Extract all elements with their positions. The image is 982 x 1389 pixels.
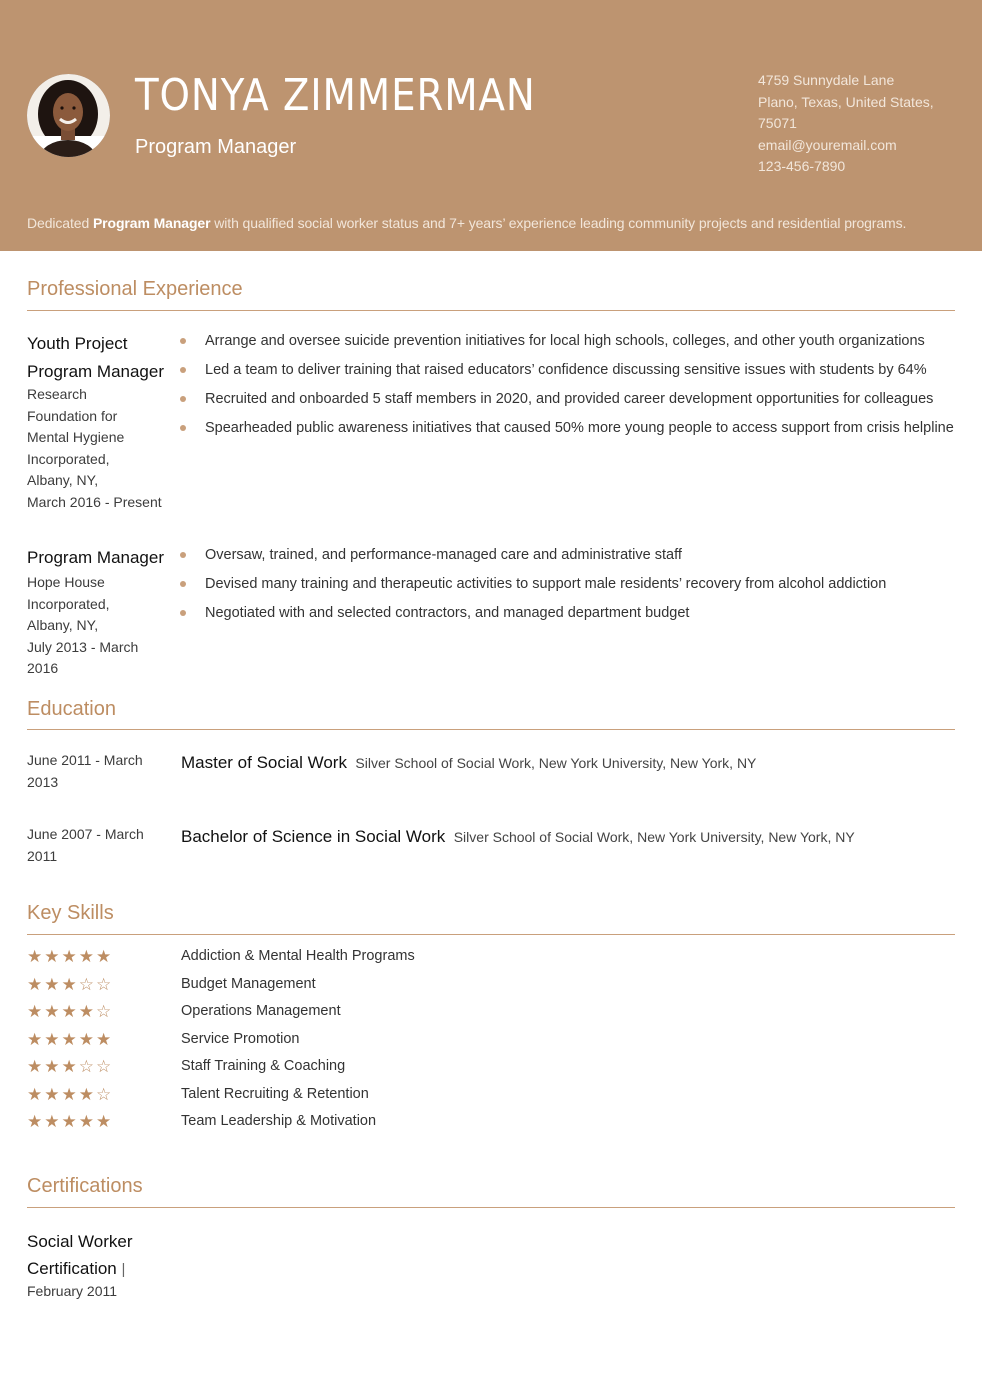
- portrait-image: [27, 74, 110, 157]
- bullet-item: Devised many training and therapeutic activities to support male residents’ recovery from alcohol addiction: [180, 575, 886, 604]
- job-meta: [27, 384, 167, 513]
- date-range: 2016: [27, 660, 59, 676]
- star-filled-icon: ★: [78, 947, 96, 966]
- star-empty-icon: ☆: [96, 1002, 114, 1021]
- education-entry: [181, 827, 855, 847]
- star-filled-icon: ★: [44, 1084, 62, 1104]
- contact-block: [758, 70, 948, 178]
- school-name: Silver School of Social Work, New York University, New York, NY: [355, 755, 757, 771]
- candidate-role: Program Manager: [135, 136, 297, 158]
- skill-item: [27, 1057, 627, 1079]
- star-filled-icon: ★: [27, 1112, 45, 1131]
- bullet-item: Negotiated with and selected contractors, and managed department budget: [180, 604, 886, 633]
- skill-item: [27, 1002, 627, 1024]
- employer-line: Foundation for: [27, 407, 118, 424]
- star-filled-icon: ★: [61, 1002, 79, 1021]
- job-meta: [27, 572, 167, 680]
- bullet-item: Recruited and onboarded 5 staff members in 2020, and provided career development opportunities for colleagues: [180, 390, 954, 419]
- summary-highlight: Program Manager: [92, 215, 211, 231]
- star-filled-icon: ★: [78, 1084, 96, 1104]
- skill-rating-stars: [27, 975, 113, 995]
- summary-text-before: Dedicated: [27, 215, 93, 231]
- star-filled-icon: ★: [78, 1029, 96, 1049]
- star-empty-icon: ☆: [78, 974, 96, 994]
- star-filled-icon: ★: [44, 1029, 62, 1049]
- skill-label: Operations Management: [181, 1003, 341, 1019]
- skill-rating-stars: [27, 1085, 113, 1105]
- education-date: [27, 749, 167, 793]
- star-filled-icon: ★: [44, 1057, 62, 1076]
- star-filled-icon: ★: [61, 947, 79, 966]
- job-title-line-1: Program Manager: [27, 548, 165, 567]
- bullet-item: Arrange and oversee suicide prevention initiatives for local high schools, colleges, and other youth organizations: [180, 332, 954, 361]
- certification-title: [27, 1228, 177, 1283]
- address-line-1: 4759 Sunnydale Lane: [758, 72, 895, 88]
- cert-title-line-2: Certification: [27, 1259, 117, 1278]
- job-bullets: [180, 332, 954, 448]
- phone-number: 123-456-7890: [758, 158, 846, 174]
- professional-summary: [27, 215, 957, 231]
- star-filled-icon: ★: [27, 1084, 45, 1104]
- star-filled-icon: ★: [96, 1029, 114, 1049]
- star-filled-icon: ★: [44, 947, 62, 966]
- date-range: July 2013 - March: [27, 638, 139, 655]
- location-line: Albany, NY,: [27, 617, 99, 633]
- skill-rating-stars: [27, 1057, 113, 1077]
- star-empty-icon: ☆: [96, 1057, 114, 1076]
- resume-header: [0, 0, 982, 251]
- education-entry: [181, 753, 756, 773]
- star-filled-icon: ★: [27, 947, 45, 966]
- profile-photo: [27, 74, 110, 157]
- date-line: June 2011 - March: [27, 752, 143, 768]
- skill-rating-stars: [27, 1112, 113, 1132]
- star-filled-icon: ★: [27, 974, 45, 994]
- star-filled-icon: ★: [44, 1112, 62, 1131]
- star-empty-icon: ☆: [96, 1084, 114, 1104]
- job-title: [27, 330, 177, 385]
- section-divider: [27, 729, 955, 730]
- education-date: [27, 823, 167, 867]
- skill-item: [27, 1085, 627, 1107]
- date-range: March 2016 - Present: [27, 493, 162, 510]
- certification-date: February 2011: [27, 1283, 118, 1299]
- employer-line: Incorporated,: [27, 595, 110, 612]
- star-filled-icon: ★: [61, 1084, 79, 1104]
- job-bullets: [180, 546, 886, 633]
- skill-rating-stars: [27, 1002, 113, 1022]
- address-line-2: Plano, Texas, United States,: [758, 93, 934, 110]
- star-filled-icon: ★: [44, 1002, 62, 1021]
- star-filled-icon: ★: [78, 1002, 96, 1021]
- date-line: 2013: [27, 774, 59, 790]
- degree-name: Bachelor of Science in Social Work: [181, 827, 446, 846]
- star-filled-icon: ★: [78, 1112, 96, 1131]
- section-divider: [27, 934, 955, 935]
- skill-label: Team Leadership & Motivation: [181, 1113, 377, 1129]
- star-filled-icon: ★: [44, 974, 62, 994]
- skill-rating-stars: [27, 947, 113, 967]
- school-name: Silver School of Social Work, New York University, New York, NY: [453, 829, 855, 845]
- section-title-skills: Key Skills: [27, 902, 114, 924]
- job-title: [27, 544, 177, 572]
- employer-line: Incorporated,: [27, 450, 110, 467]
- date-line: June 2007 - March: [27, 826, 144, 842]
- section-title-experience: Professional Experience: [27, 278, 243, 300]
- employer-line: Hope House: [27, 574, 105, 590]
- star-filled-icon: ★: [27, 1002, 45, 1021]
- employer-line: Research: [27, 386, 87, 402]
- star-empty-icon: ☆: [96, 974, 114, 994]
- address-line-3: 75071: [758, 115, 797, 131]
- star-filled-icon: ★: [96, 1112, 114, 1131]
- location-line: Albany, NY,: [27, 472, 99, 488]
- skill-item: [27, 947, 627, 969]
- section-divider: [27, 310, 955, 311]
- star-empty-icon: ☆: [78, 1057, 96, 1076]
- cert-title-line-1: Social Worker: [27, 1232, 133, 1251]
- skill-item: [27, 1112, 627, 1134]
- date-line: 2011: [27, 848, 58, 864]
- skill-label: Talent Recruiting & Retention: [181, 1085, 369, 1102]
- star-filled-icon: ★: [27, 1057, 45, 1076]
- star-filled-icon: ★: [61, 1029, 79, 1049]
- job-title-line-1: Youth Project: [27, 334, 128, 353]
- section-title-education: Education: [27, 698, 116, 720]
- star-filled-icon: ★: [61, 1057, 79, 1076]
- candidate-name: TONYA ZIMMERMAN: [135, 70, 536, 121]
- star-filled-icon: ★: [61, 974, 79, 994]
- bullet-item: Led a team to deliver training that raised educators’ confidence discussing sensitive issues with students by 64%: [180, 361, 954, 390]
- degree-name: Master of Social Work: [181, 753, 347, 772]
- section-title-certifications: Certifications: [27, 1175, 143, 1197]
- cert-separator: |: [121, 1261, 126, 1278]
- bullet-item: Spearheaded public awareness initiatives that caused 50% more young people to access support from crisis helpline: [180, 419, 954, 448]
- star-filled-icon: ★: [96, 947, 114, 966]
- email-link[interactable]: email@youremail.com: [758, 136, 897, 153]
- star-filled-icon: ★: [61, 1112, 79, 1131]
- skill-label: Staff Training & Coaching: [181, 1058, 346, 1074]
- skill-label: Addiction & Mental Health Programs: [181, 948, 415, 964]
- section-divider: [27, 1207, 955, 1208]
- star-filled-icon: ★: [27, 1029, 45, 1049]
- summary-text-after: with qualified social worker status and 7+ years’ experience leading community projects and residential programs.: [210, 215, 907, 231]
- skill-item: [27, 1030, 627, 1052]
- skill-label: Service Promotion: [181, 1030, 300, 1047]
- skill-item: [27, 975, 627, 997]
- job-title-line-2: Program Manager: [27, 361, 165, 381]
- bullet-item: Oversaw, trained, and performance-managed care and administrative staff: [180, 546, 886, 575]
- skill-rating-stars: [27, 1030, 113, 1050]
- employer-line: Mental Hygiene: [27, 429, 125, 445]
- skill-label: Budget Management: [181, 975, 316, 992]
